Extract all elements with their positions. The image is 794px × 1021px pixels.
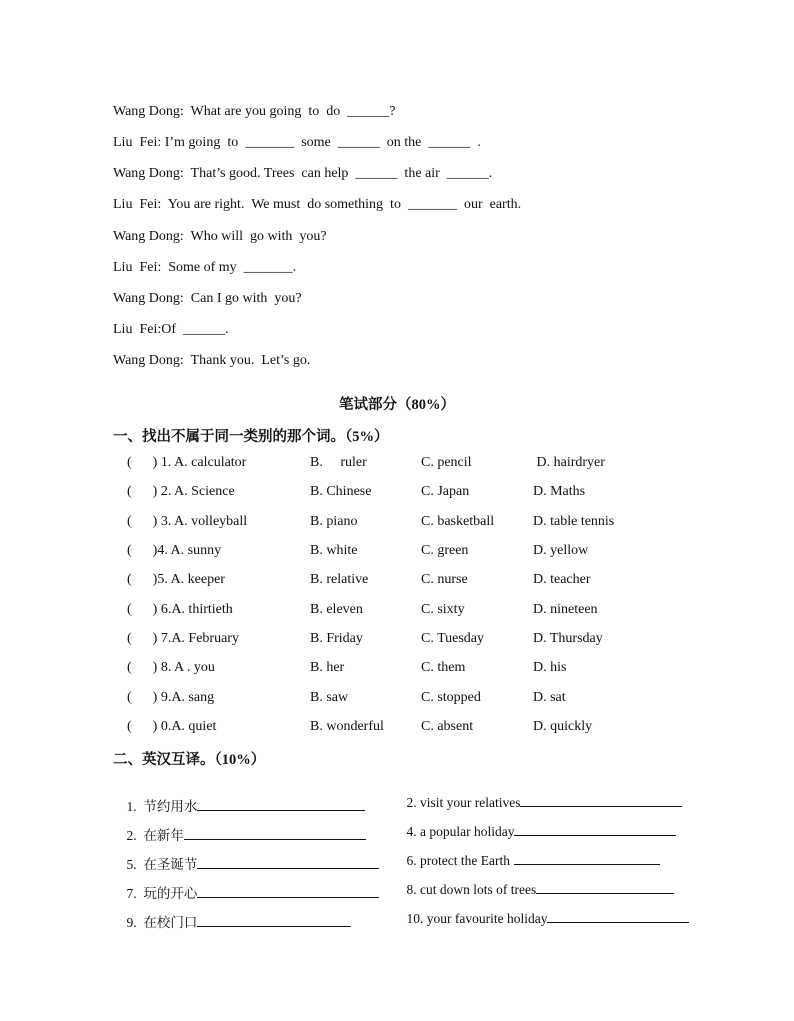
option-c: C. Tuesday bbox=[421, 631, 485, 646]
answer-line[interactable] bbox=[514, 863, 660, 865]
question-stem: ( ) 2. A. Science bbox=[127, 484, 235, 499]
option-c: C. green bbox=[421, 543, 469, 558]
dialogue-line: Liu Fei:Of ______. bbox=[113, 322, 229, 337]
answer-line[interactable] bbox=[197, 925, 351, 927]
option-d: D. Thursday bbox=[533, 631, 603, 646]
dialogue-line: Wang Dong: What are you going to do ______? bbox=[113, 104, 396, 119]
option-b: B. piano bbox=[310, 514, 358, 529]
answer-line[interactable] bbox=[520, 805, 682, 807]
question-row bbox=[127, 455, 727, 475]
question-stem: ( ) 7.A. February bbox=[127, 631, 239, 646]
option-d: D. table tennis bbox=[533, 514, 615, 529]
question-stem: ( ) 3. A. volleyball bbox=[127, 514, 248, 529]
option-b: B. Chinese bbox=[310, 484, 372, 499]
question-stem: ( ) 0.A. quiet bbox=[127, 719, 217, 734]
dialogue-line: Liu Fei: Some of my _______. bbox=[113, 260, 297, 275]
question-row bbox=[127, 660, 727, 680]
option-c: C. absent bbox=[421, 719, 474, 734]
answer-line[interactable] bbox=[547, 921, 689, 923]
option-c: C. nurse bbox=[421, 572, 468, 587]
option-b: B. Friday bbox=[310, 631, 363, 646]
dialogue-line: Wang Dong: Can I go with you? bbox=[113, 291, 302, 306]
option-c: C. basketball bbox=[421, 514, 495, 529]
option-b: B. ruler bbox=[310, 455, 367, 470]
dialogue-line: Liu Fei: I’m going to _______ some ______ on the ______ . bbox=[113, 135, 481, 150]
option-b: B. white bbox=[310, 543, 358, 558]
option-c: C. stopped bbox=[421, 690, 481, 705]
translation-prompt: 6. protect the Earth bbox=[406, 853, 510, 868]
question-row bbox=[127, 543, 727, 563]
translation-prompt: 5. 在圣诞节 bbox=[126, 857, 198, 872]
translation-prompt: 9. 在校门口 bbox=[126, 915, 198, 930]
option-b: B. eleven bbox=[310, 602, 363, 617]
option-c: C. sixty bbox=[421, 602, 465, 617]
question-row bbox=[127, 719, 727, 739]
part2-heading: 二、英汉互译。（10%） bbox=[113, 752, 266, 768]
question-stem: ( )4. A. sunny bbox=[127, 543, 222, 558]
dialogue-line: Wang Dong: That’s good. Trees can help ______ the air ______. bbox=[113, 166, 493, 181]
question-stem: ( ) 9.A. sang bbox=[127, 690, 215, 705]
option-c: C. pencil bbox=[421, 455, 472, 470]
option-d: D. yellow bbox=[533, 543, 589, 558]
translation-item bbox=[113, 895, 351, 947]
option-d: D. quickly bbox=[533, 719, 593, 734]
dialogue-line: Wang Dong: Thank you. Let’s go. bbox=[113, 353, 311, 368]
option-b: B. saw bbox=[310, 690, 349, 705]
question-row bbox=[127, 631, 727, 651]
option-d: D. hairdryer bbox=[533, 455, 605, 470]
translation-prompt: 2. visit your relatives bbox=[406, 795, 521, 810]
question-row bbox=[127, 690, 727, 710]
option-b: B. her bbox=[310, 660, 345, 675]
question-row bbox=[127, 572, 727, 592]
question-row bbox=[127, 514, 727, 534]
answer-line[interactable] bbox=[514, 834, 676, 836]
option-c: C. them bbox=[421, 660, 466, 675]
translation-prompt: 1. 节约用水 bbox=[126, 799, 198, 814]
option-c: C. Japan bbox=[421, 484, 470, 499]
question-stem: ( ) 8. A . you bbox=[127, 660, 215, 675]
option-d: D. sat bbox=[533, 690, 566, 705]
translation-prompt: 7. 玩的开心 bbox=[126, 886, 198, 901]
question-row bbox=[127, 602, 727, 622]
question-stem: ( ) 6.A. thirtieth bbox=[127, 602, 233, 617]
section-title: 笔试部分（80%） bbox=[339, 397, 455, 413]
translation-prompt: 10. your favourite holiday bbox=[406, 911, 548, 926]
translation-prompt: 4. a popular holiday bbox=[406, 824, 515, 839]
option-d: D. Maths bbox=[533, 484, 586, 499]
dialogue-line: Wang Dong: Who will go with you? bbox=[113, 229, 327, 244]
translation-item bbox=[393, 895, 689, 943]
answer-line[interactable] bbox=[536, 892, 674, 894]
option-d: D. his bbox=[533, 660, 567, 675]
question-stem: ( ) 1. A. calculator bbox=[127, 455, 247, 470]
question-row bbox=[127, 484, 727, 504]
part1-heading: 一、找出不属于同一类别的那个词。（5%） bbox=[113, 429, 389, 445]
option-b: B. relative bbox=[310, 572, 369, 587]
translation-prompt: 2. 在新年 bbox=[126, 828, 184, 843]
option-b: B. wonderful bbox=[310, 719, 384, 734]
option-d: D. nineteen bbox=[533, 602, 598, 617]
option-d: D. teacher bbox=[533, 572, 591, 587]
question-stem: ( )5. A. keeper bbox=[127, 572, 225, 587]
translation-prompt: 8. cut down lots of trees bbox=[406, 882, 537, 897]
dialogue-line: Liu Fei: You are right. We must do something to _______ our earth. bbox=[113, 197, 522, 212]
